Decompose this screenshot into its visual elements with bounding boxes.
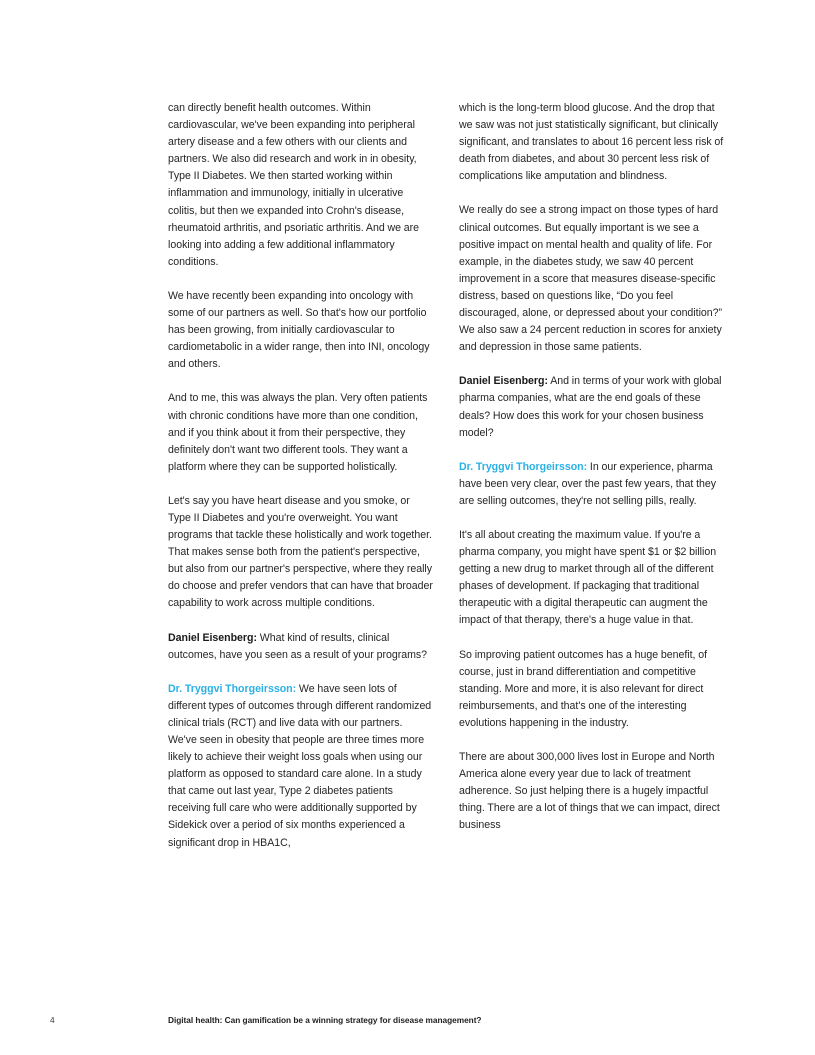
paragraph-text: which is the long-term blood glucose. And the drop that we saw was not just statistically significant, but clinically significant, and translates to about 16 percent less risk of death from diabetes, and about 30 percent less risk of complications like amputation and blindness. [459,102,724,183]
paragraph [459,100,724,185]
paragraph [168,630,433,664]
paragraph [459,527,724,630]
speaker-name: Daniel Eisenberg: [168,631,257,644]
paragraph [168,493,433,613]
paragraph [168,681,433,852]
paragraph [459,373,724,441]
right-text-column [459,100,724,960]
footer-document-title: Digital health: Can gamification be a winning strategy for disease management? [168,1015,482,1025]
left-text-column [168,100,433,960]
two-column-body [168,100,725,960]
paragraph-text: Let's say you have heart disease and you smoke, or Type II Diabetes and you're overweight. You want programs that tackle these holistically and work together. That makes sense both from the patient's perspective, but also from our partner's perspective, where they really do choose and prefer vendors that can have that broader capability to work across multiple conditions. [168,494,433,610]
paragraph [168,100,433,271]
paragraph-text: And to me, this was always the plan. Very often patients with chronic conditions have more than one condition, and if you think about it from their perspective, they definitely don't want two different tools. They want a platform where they can be supported holistically. [168,392,428,473]
paragraph-text: can directly benefit health outcomes. Within cardiovascular, we've been expanding into peripheral artery disease and a few others with our clients and partners. We also did research and work in in obesity, Type II Diabetes. We then started working within inflammation and immunology, initially in ulcerative colitis, but then we expanded into Crohn's disease, rheumatoid arthritis, and psoriatic arthritis. And we are looking into adding a few additional inflammatory conditions. [168,102,419,268]
paragraph-text: What kind of results, clinical outcomes, have you seen as a result of your programs? [168,631,428,661]
paragraph [459,202,724,356]
paragraph-text: So improving patient outcomes has a huge benefit, of course, just in brand differentiation and competitive standing. More and more, it is also relevant for direct reimbursements, and that's one of the interesting evolutions happening in the industry. [459,648,708,729]
paragraph-text: We have recently been expanding into oncology with some of our partners as well. So that's how our portfolio has been growing, from initially cardiovascular to cardiometabolic in a wider range, then into INI, oncology and others. [168,289,430,371]
speaker-name: Daniel Eisenberg: [459,375,548,388]
speaker-name: Dr. Tryggvi Thorgeirsson: [168,682,297,695]
paragraph-text: In our experience, pharma have been very clear, over the past few years, that they are selling outcomes, they're not selling pills, really. [459,460,717,507]
paragraph-text: It's all about creating the maximum value. If you're a pharma company, you might have spent $1 or $2 billion getting a new drug to market through all of the different phases of development. If packaging that traditional therapeutic with a digital therapeutic can augment the impact of that therapy, there's a huge value in that. [459,528,717,627]
speaker-name: Dr. Tryggvi Thorgeirsson: [459,460,588,473]
paragraph-text: There are about 300,000 lives lost in Europe and North America alone every year due to lack of treatment adherence. So just helping there is a hugely impactful thing. There are a lot of things that we can impact, direct business [459,751,720,832]
paragraph [168,390,433,475]
paragraph [459,749,724,834]
paragraph-text: We have seen lots of different types of outcomes through different randomized clinical trials (RCT) and live data with our partners. We've seen in obesity that people are three times more likely to achieve their weight loss goals when using our platform as opposed to standard care alone. In a study that came out last year, Type 2 diabetes patients receiving full care who were additionally supported by Sidekick over a period of six months experienced a significant drop in HBA1C, [168,682,432,849]
paragraph [168,288,433,373]
paragraph [459,459,724,510]
paragraph-text: We really do see a strong impact on those types of hard clinical outcomes. But equally important is we see a positive impact on mental health and quality of life. For example, in the diabetes study, we saw 40 percent improvement in a score that measures disease-specific distress, based on questions like, “Do you feel discouraged, alone, or depressed about your condition?” We also saw a 24 percent reduction in scores for anxiety and depression in those same patients. [459,204,723,354]
page-footer [0,1014,815,1034]
page-number: 4 [50,1015,55,1025]
paragraph [459,647,724,732]
paragraph-text: And in terms of your work with global pharma companies, what are the end goals of these deals? How does this work for your chosen business model? [459,375,722,439]
